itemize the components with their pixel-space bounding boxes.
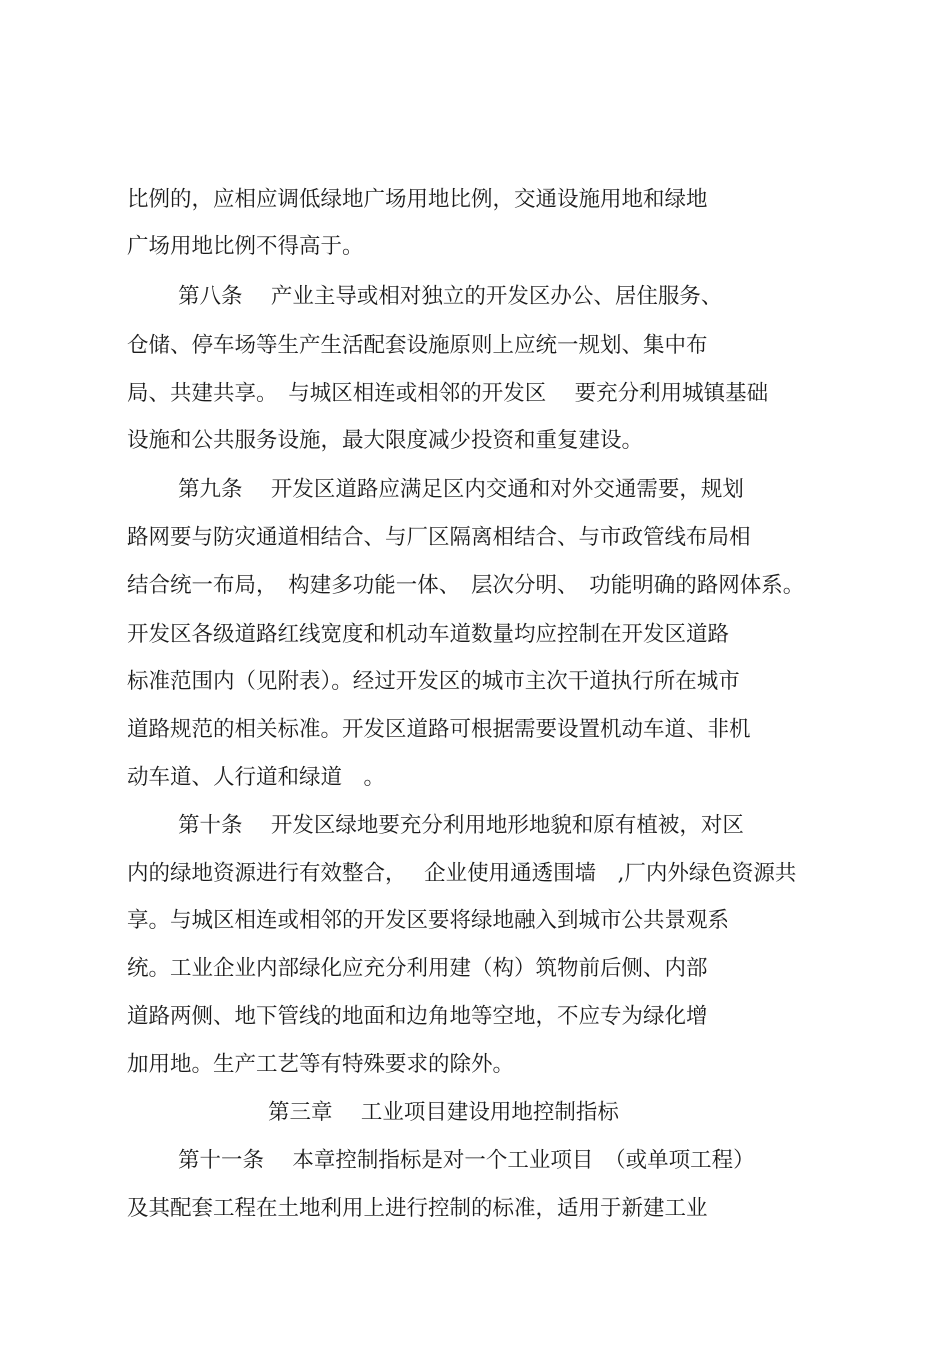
article-8-heading-line: 第八条 产业主导或相对独立的开发区办公、居住服务、 (178, 284, 723, 309)
text-line-8: 路网要与防灾通道相结合、与厂区隔离相结合、与市政管线布局相 (127, 525, 751, 550)
chapter-3-title: 第三章 工业项目建设用地控制指标 (268, 1100, 619, 1125)
text-line-11: 标准范围内（见附表）。经过开发区的城市主次干道执行所在城市 (127, 669, 740, 694)
text-line-18: 道路两侧、地下管线的地面和边角地等空地，不应专为绿化增 (127, 1004, 708, 1029)
text-line-13: 动车道、人行道和绿道 。 (127, 765, 386, 790)
text-line-15: 内的绿地资源进行有效整合， 企业使用通透围墙 ,厂内外绿色资源共 (127, 861, 797, 886)
text-line-2: 广场用地比例不得高于。 (127, 234, 364, 259)
text-line-4: 仓储、停车场等生产生活配套设施原则上应统一规划、集中布 (127, 333, 708, 358)
article-9-heading-line: 第九条 开发区道路应满足区内交通和对外交通需要，规划 (178, 477, 744, 502)
text-line-5: 局、共建共享。 与城区相连或相邻的开发区 要充分利用城镇基础 (127, 381, 769, 406)
text-line-1: 比例的，应相应调低绿地广场用地比例，交通设施用地和绿地 (127, 187, 708, 212)
text-line-9: 结合统一布局， 构建多功能一体、 层次分明、 功能明确的路网体系。 (127, 573, 805, 598)
text-line-6: 设施和公共服务设施，最大限度减少投资和重复建设。 (127, 428, 644, 453)
article-10-heading-line: 第十条 开发区绿地要充分利用地形地貌和原有植被，对区 (178, 813, 744, 838)
text-line-19: 加用地。生产工艺等有特殊要求的除外。 (127, 1052, 515, 1077)
text-line-16: 享。与城区相连或相邻的开发区要将绿地融入到城市公共景观系 (127, 908, 730, 933)
text-line-17: 统。工业企业内部绿化应充分利用建（构）筑物前后侧、内部 (127, 956, 708, 981)
text-line-10: 开发区各级道路红线宽度和机动车道数量均应控制在开发区道路 (127, 622, 730, 647)
article-11-heading-line: 第十一条 本章控制指标是对一个工业项目 （或单项工程） (178, 1148, 755, 1173)
text-line-22: 及其配套工程在土地利用上进行控制的标准，适用于新建工业 (127, 1196, 708, 1221)
text-line-12: 道路规范的相关标准。开发区道路可根据需要设置机动车道、非机 (127, 717, 751, 742)
